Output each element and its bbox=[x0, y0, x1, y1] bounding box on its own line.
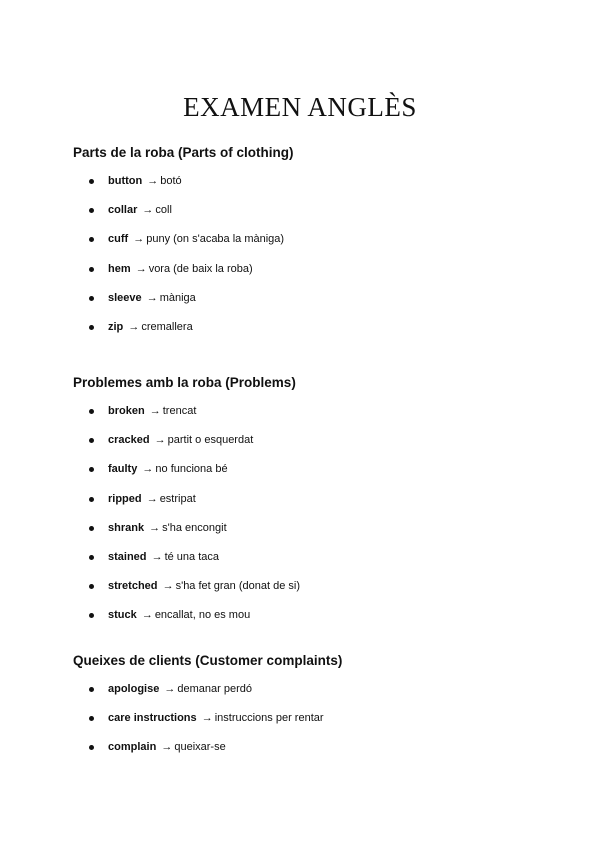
bullet-icon bbox=[89, 179, 94, 184]
term: broken bbox=[108, 405, 145, 417]
list-item bbox=[73, 519, 553, 548]
vocab-list bbox=[73, 172, 553, 347]
arrow-right-icon: → bbox=[147, 175, 159, 187]
section-heading: Problemes amb la roba (Problems) bbox=[73, 375, 296, 390]
arrow-right-icon: → bbox=[128, 320, 140, 333]
term: sleeve bbox=[108, 291, 142, 304]
bullet-icon bbox=[89, 467, 94, 472]
list-item bbox=[73, 709, 553, 738]
translation: trencat bbox=[162, 405, 197, 417]
arrow-right-icon: → bbox=[161, 741, 173, 754]
list-item bbox=[73, 738, 553, 767]
list-item bbox=[73, 201, 553, 230]
translation: demanar perdó bbox=[177, 683, 253, 695]
section-problems bbox=[73, 374, 553, 636]
page-title: EXAMEN ANGLÈS bbox=[183, 92, 417, 123]
translation: màniga bbox=[159, 291, 196, 304]
bullet-icon bbox=[89, 526, 94, 531]
term: stuck bbox=[108, 609, 137, 622]
list-item bbox=[73, 490, 553, 519]
bullet-icon bbox=[89, 208, 94, 213]
bullet-icon bbox=[89, 409, 94, 414]
arrow-right-icon: → bbox=[151, 550, 163, 563]
translation: cremallera bbox=[141, 320, 193, 333]
bullet-icon bbox=[89, 497, 94, 502]
arrow-right-icon: → bbox=[149, 405, 161, 417]
translation: s'ha encongit bbox=[162, 521, 227, 534]
translation: té una taca bbox=[164, 550, 220, 563]
term: cuff bbox=[108, 233, 129, 246]
arrow-right-icon: → bbox=[146, 291, 158, 304]
arrow-right-icon: → bbox=[154, 434, 166, 447]
bullet-icon bbox=[89, 745, 94, 750]
bullet-icon bbox=[89, 716, 94, 721]
translation: no funciona bé bbox=[155, 463, 228, 476]
arrow-right-icon: → bbox=[142, 204, 154, 217]
translation: botó bbox=[160, 175, 182, 187]
arrow-right-icon: → bbox=[135, 262, 147, 275]
list-item bbox=[73, 289, 553, 318]
list-item bbox=[73, 680, 553, 709]
list-item bbox=[73, 577, 553, 606]
arrow-right-icon: → bbox=[133, 233, 145, 246]
term: complain bbox=[108, 741, 157, 754]
translation: queixar-se bbox=[174, 741, 226, 754]
term: shrank bbox=[108, 521, 145, 534]
translation: estripat bbox=[159, 492, 196, 505]
list-item bbox=[73, 606, 553, 635]
term: cracked bbox=[108, 434, 150, 447]
term: stained bbox=[108, 550, 147, 563]
translation: partit o esquerdat bbox=[167, 434, 254, 447]
bullet-icon bbox=[89, 555, 94, 560]
term: collar bbox=[108, 204, 138, 217]
bullet-icon bbox=[89, 438, 94, 443]
list-item bbox=[73, 431, 553, 460]
bullet-icon bbox=[89, 613, 94, 618]
term: faulty bbox=[108, 463, 138, 476]
list-item bbox=[73, 318, 553, 347]
section-parts-of-clothing bbox=[73, 144, 553, 347]
term: ripped bbox=[108, 492, 142, 505]
bullet-icon bbox=[89, 296, 94, 301]
section-customer-complaints bbox=[73, 652, 553, 768]
arrow-right-icon: → bbox=[142, 463, 154, 476]
bullet-icon bbox=[89, 687, 94, 692]
translation: puny (on s'acaba la màniga) bbox=[146, 233, 285, 246]
list-item bbox=[73, 172, 553, 201]
term: stretched bbox=[108, 580, 158, 593]
translation: instruccions per rentar bbox=[214, 712, 324, 725]
list-item bbox=[73, 230, 553, 259]
term: care instructions bbox=[108, 712, 197, 725]
translation: s'ha fet gran (donat de si) bbox=[175, 580, 300, 593]
bullet-icon bbox=[89, 267, 94, 272]
translation: vora (de baix la roba) bbox=[148, 262, 253, 275]
arrow-right-icon: → bbox=[201, 712, 213, 725]
list-item bbox=[73, 460, 553, 489]
section-heading: Queixes de clients (Customer complaints) bbox=[73, 653, 343, 668]
list-item bbox=[73, 260, 553, 289]
arrow-right-icon: → bbox=[146, 492, 158, 505]
vocab-list bbox=[73, 402, 553, 636]
list-item bbox=[73, 402, 553, 431]
vocab-list bbox=[73, 680, 553, 768]
bullet-icon bbox=[89, 584, 94, 589]
bullet-icon bbox=[89, 325, 94, 330]
term: button bbox=[108, 175, 143, 187]
arrow-right-icon: → bbox=[149, 521, 161, 534]
arrow-right-icon: → bbox=[164, 683, 176, 695]
section-heading: Parts de la roba (Parts of clothing) bbox=[73, 145, 294, 160]
translation: encallat, no es mou bbox=[154, 609, 251, 622]
term: apologise bbox=[108, 683, 160, 695]
term: hem bbox=[108, 262, 131, 275]
term: zip bbox=[108, 320, 124, 333]
arrow-right-icon: → bbox=[162, 580, 174, 593]
translation: coll bbox=[155, 204, 172, 217]
bullet-icon bbox=[89, 237, 94, 242]
list-item bbox=[73, 548, 553, 577]
arrow-right-icon: → bbox=[141, 609, 153, 622]
